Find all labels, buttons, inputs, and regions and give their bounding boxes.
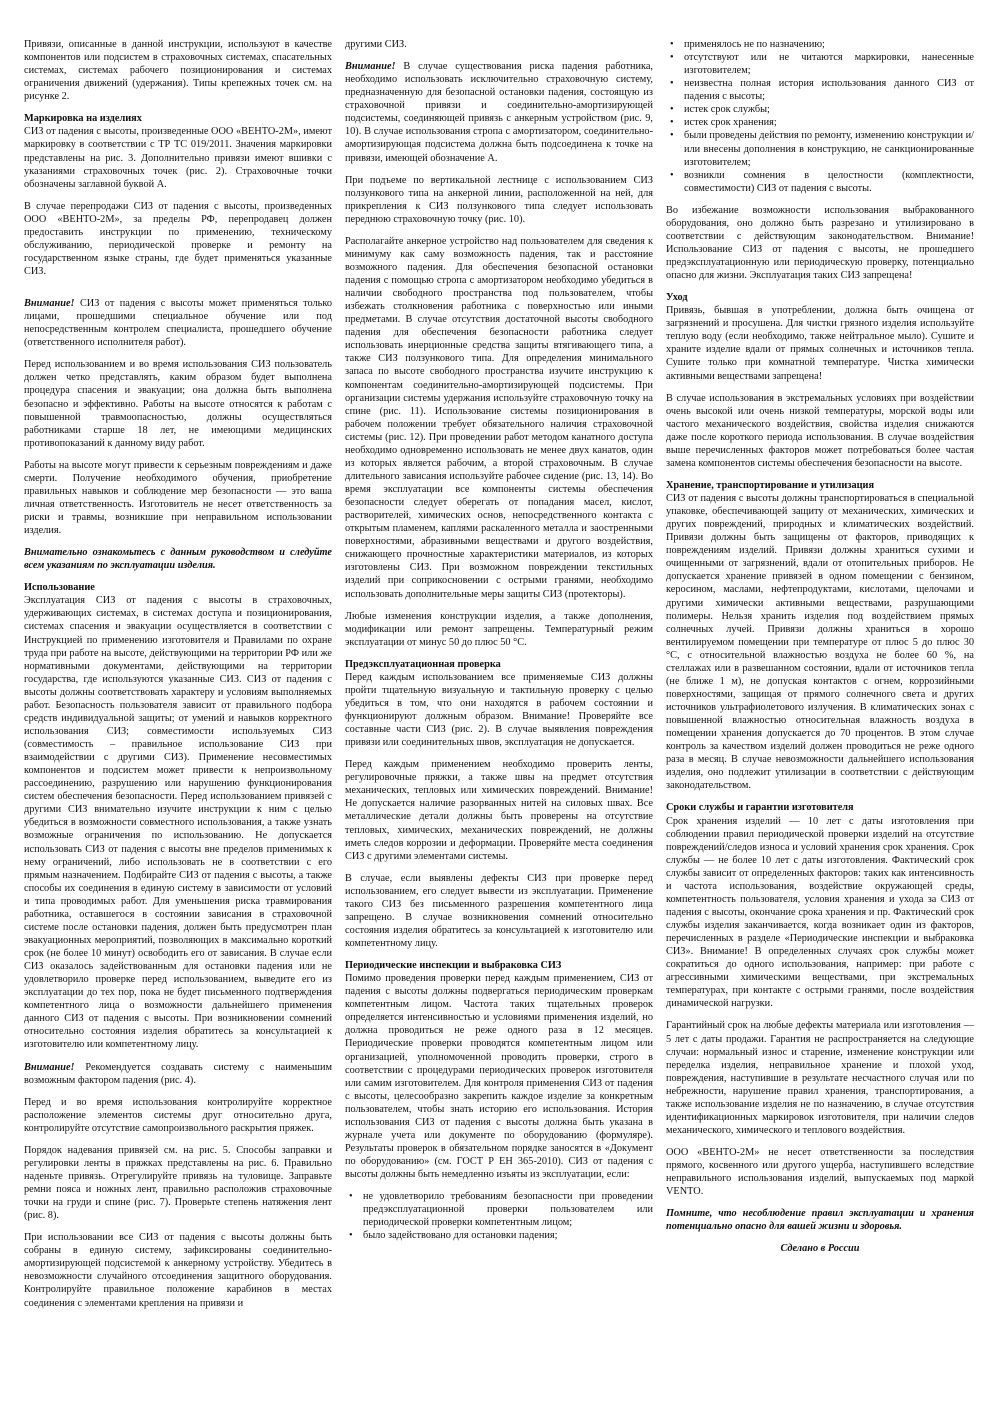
body-paragraph: Помимо проведения проверки перед каждым применением, СИЗ от падения с высоты должны подвергаться периодическим проверкам компетентным лицом. Частота таких тщательных проверок определяется интенсивностью и условиями применения изделий, но должна проводиться не реже одного раза в 12 месяцев. Периодические проверки проводятся компетентным лицом или организацией, уполномоченной проводить проверки, строго в соответствии с процедурами периодических проверок изготовителя или самим изготовителем. Для контроля применения СИЗ от падения с высоты, целесообразно закрепить каждое изделие за конкретным пользователем, чтобы знать историю его использования. История использования СИЗ от падения с высоты должна быть указана в журнале учета или документе по оборудованию (формуляре). Результаты проверок в обязательном порядке заносятся в «Документ по оборудованию» (см. ГОСТ Р ЕН 365-2010). СИЗ от падения с высоты должны быть немедленно изъяты из эксплуатации, если: [345, 973, 653, 1181]
section-heading: Хранение, транспортирование и утилизация [666, 479, 875, 491]
warning-paragraph [24, 1061, 332, 1087]
bullet-item: • были проведены действия по ремонту, изменению конструкции и/или внесены дополнения в конструкцию, не санкционированные изготовителем; [666, 129, 974, 168]
body-paragraph: В случае перепродажи СИЗ от падения с высоты, произведенных ООО «ВЕНТО-2М», за пределы РФ, перепродавец должен предоставить инструкции по применению, техническому обслуживанию, периодической проверке и ремонту на государственном языке страны, где будет применяться указанные СИЗ. [24, 200, 332, 277]
section-heading: Уход [666, 292, 688, 304]
body-paragraph: В случае использования в экстремальных условиях при воздействии очень высокой или очень низкой температуры, морской воды или частого механического воздействия, свойства изделия снижаются даже после короткого периода использования. В случае воздействия выше перечисленных факторов может потребоваться более частая замена компонентов системы обеспечения безопасности на высоте. [666, 392, 974, 469]
emphasis-paragraph: Помните, что несоблюдение правил эксплуатации и хранения потенциально опасно для вашей жизни и здоровья. [666, 1208, 974, 1233]
section-heading: Сроки службы и гарантии изготовителя [666, 802, 854, 814]
body-paragraph: Перед каждым применением необходимо проверить ленты, регулировочные пряжки, а также швы на предмет отсутствия механических, тепловых или химических повреждений. Внимание! Не допускается наличие разорванных нитей на силовых швах. Все металлические детали должны быть проверены на отсутствие тепловых, химических, механических повреждений, не должны иметь следов коррозии и деформации. Проверяйте места соединения СИЗ с другими элементами системы. [345, 759, 653, 862]
body-paragraph: Перед использованием и во время использования СИЗ пользователь должен четко представлять, каким образом будет выполнена процедура спасения и эвакуации; она должна быть выполнена безопасно и эффективно. Работы на высоте относятся к работам с повышенной травмоопасностью, должны осуществляться работниками старше 18 лет, не имеющими медицинских противопоказаний к данному виду работ. [24, 359, 332, 449]
body-paragraph: При использовании все СИЗ от падения с высоты должны быть собраны в единую систему, зафиксированы соединительно-амортизирующей подсистемой к анкерному устройству. Убедитесь в невозможности случайного отсоединения защитного оборудования. Контролируйте правильное положение карабинов в местах соединения с элементами крепления на привязи и [24, 1232, 332, 1309]
bullet-item: • возникли сомнения в целостности (комплектности, совместимости) СИЗ от падения с высоты. [666, 169, 974, 195]
column-right [666, 38, 974, 1264]
column-left [24, 38, 332, 1319]
body-paragraph: Перед каждым использованием все применяемые СИЗ должны пройти тщательную визуальную и тактильную проверку с целью убедиться в том, что они находятся в рабочем состоянии и функционируют должным образом. Внимание! Проверяйте все составные части СИЗ (рис. 2). В случае выявления повреждения привязи или соединительных швов, эксплуатация не допускается. [345, 671, 653, 749]
section-heading: Предэксплуатационная проверка [345, 658, 501, 670]
body-paragraph: ООО «ВЕНТО-2М» не несет ответственности за последствия прямого, косвенного или другого ущерба, наступившего вследствие неправильного использования изделий, выпускаемых под маркой VENTO. [666, 1147, 974, 1198]
warning-lead: Внимание! [24, 298, 75, 310]
body-paragraph: Эксплуатация СИЗ от падения с высоты в страховочных, удерживающих системах, в системах доступа и позиционирования, системах спасения и эвакуации осуществляется в соответствии с Инструкцией по применению изготовителя и Правилами по охране труда при работе на высоте, действующими на территории РФ или же нормативными документами, действующими на территории государства, где используются указанные СИЗ. СИЗ от падения с высоты должны соответствовать характеру и условиям выполняемых работ. Безопасность пользователя зависит от правильного подбора средств индивидуальной защиты; от умений и навыков корректного использования СИЗ; совместимости используемых СИЗ (совместимость – правильное использование СИЗ при взаимодействии с другими СИЗ). Применение несовместимых компонентов и подсистем может привести к непроизвольному рассоединению, разрушению или нарушению функционирования систем обеспечения безопасности. Перед использованием привязей с другими СИЗ внимательно изучите инструкции к ним с целью убедиться в возможности совместного использования, а также узнать возможные ограничения по использованию. Не допускается использовать СИЗ от падения с высоты вне пределов применимых к нему ограничений, либо использовать не в соответствии с его прямым назначением. Подбирайте СИЗ от падения с высоты, а также способы их соединения в единую систему в зависимости от условий и типа проводимых работ. Для уменьшения риска травмирования работника, оставшегося в состоянии зависания в страховочной системе после остановки падения, должен быть предусмотрен план эвакуационных мероприятий, позволяющих в максимально короткий срок (не более 10 минут) освободить его от зависания. В случае если СИЗ оказалось задействованным для остановки падения или не удовлетворило проверке перед использованием, выведите его из эксплуатации до тех пор, пока не будет письменного подтверждения компетентного лица о возможности дальнейшего применения данного СИЗ от падения с высоты. При возникновении сомнений относительно состояния изделия обратитесь за консультацией к изготовителю или компетентному лицу. [24, 595, 332, 1051]
section-heading: Маркировка на изделиях [24, 113, 142, 125]
body-paragraph: Работы на высоте могут привести к серьезным повреждениям и даже смерти. Получение необходимого обучения, приобретение правильных навыков и соблюдение мер безопасности — это ваша личная ответственность. Изготовитель не несет ответственность за риски и травмы, возникшие при неправильном использовании изделия. [24, 459, 332, 537]
body-paragraph: СИЗ от падения с высоты должны транспортироваться в специальной упаковке, обеспечивающей защиту от механических, химических и других повреждений, природных и климатических воздействий. Привязи должны быть защищены от факторов, приводящих к повреждениям изделий. Привязи должны храниться сухими и очищенными от загрязнений, вдали от отопительных приборов. Не допускается хранение привязей в одном помещении с бензином, керосином, маслами, нефтепродуктами, кислотами, щелочами и другими химически активными веществами, разрушающими полимеры. Нельзя хранить изделия под воздействием прямых солнечных лучей. Привязи должны храниться в хорошо вентилируемом помещении при температуре от плюс 5 до плюс 30 °С, с относительной влажностью воздуха не более 60 %, на стеллажах или в развешанном состоянии, вдали от источников тепла (не ближе 1 м), не допуская контактов с огнем, коррозийными поверхностями, защищая от прямого солнечного света и других источников ультрафиолетового излучения. В климатических зонах с повышенной влажностью относительная влажность воздуха в помещении хранения допускается до 70 процентов. В этом случае контроль за качеством изделий должен проводиться не реже одного раза в месяц. В случае невозможности дальнейшего использования изделия, оно подлежит утилизации в соответствии с действующим законодательством. [666, 493, 974, 792]
bullet-list [345, 1190, 653, 1242]
body-paragraph: Перед и во время использования контролируйте корректное расположение элементов системы друг относительно друга, контролируйте отсутствие самопроизвольного раскрытия пряжек. [24, 1096, 332, 1134]
body-paragraph: Располагайте анкерное устройство над пользователем для сведения к минимуму как саму возможность падения, так и расстояние возможного падения. Для обеспечения безопасной остановки падения с помощью стропа с амортизатором необходимо убедиться в наличии свободного пространства под пользователем, чтобы избежать столкновения работника с поверхностью или иными предметами. В случае отсутствия достаточной высоты свободного падения для обеспечения безопасности работника следует использовать инерционные средства защиты втягивающего типа, а также СИЗ ползункового типа. Для определения минимального запаса по высоте свободного пространства изучите инструкцию к компонентам соединительно-амортизирующей подсистемы. При организации системы удержания используйте страховочную точку на спине (рис. 11). Использование системы позиционирования в рабочем положении требует обязательного наличия страховочной системы (рис. 12). При проведении работ методом канатного доступа необходимо одновременно использовать не менее двух канатов, один из которых является рабочим, а второй страховочным. В случае длительного зависания используйте рабочее сидение (рис. 13, 14). Во время эксплуатации все компоненты системы обеспечения безопасности следует оберегать от попадания масел, кислот, растворителей, химических основ, непосредственного контакта с открытым пламенем, каплями раскаленного металла и заостренными поверхностями, абразивными веществами и другого воздействия, снижающего прочностные характеристики материалов, из которых изготовлены СИЗ. При возможном повреждении текстильных изделий при соприкосновении с острыми гранями, необходимо использовать дополнительные меры защиты СИЗ (протекторы). [345, 235, 653, 600]
bullet-item: • применялось не по назначению; [666, 38, 974, 51]
warning-text: Рекомендуется создавать систему с наименьшим возможным фактором падения (рис. 4). [24, 1061, 332, 1086]
body-paragraph: Привязь, бывшая в употреблении, должна быть очищена от загрязнений и просушена. Для чистки грязного изделия используйте теплую воду (если необходимо, также нейтральное мыло). Сушите и храните изделие вдали от прямых солнечных и источников тепла. Сушите только при комнатной температуре. Чистка химически активными веществами запрещена! [666, 305, 974, 382]
body-paragraph: Срок хранения изделий — 10 лет с даты изготовления при соблюдении правил периодической проверки изделий на отсутствие повреждений/следов износа и условий хранения срок хранения. Срок службы — не более 10 лет с даты изготовления. Фактический срок службы зависит от определенных факторов: таких как интенсивность и частота использования, воздействие окружающей среды, компетентность пользователя, условия хранения и ухода за СИЗ от падения с высоты, окончание срока хранения и пр. Фактический срок службы изделия заканчивается, когда возникает один из факторов, перечисленных в разделе «Периодические инспекции и выбраковка СИЗ». Внимание! В определенных случаях срок службы может сократиться до одного использования, например: при работе с агрессивными химическими веществами, при экстремальных температурах, при контакте с острыми гранями, после воздействия динамической нагрузки. [666, 815, 974, 1010]
body-paragraph: Любые изменения конструкции изделия, а также дополнения, модификации или ремонт запрещены. Температурный режим эксплуатации от минус 50 до плюс 50 °С. [345, 610, 653, 648]
bullet-item: • неизвестна полная история использования данного СИЗ от падения с высоты; [666, 77, 974, 103]
bullet-item: • истек срок службы; [666, 103, 974, 116]
bullet-item: • было задействовано для остановки падения; [345, 1229, 653, 1242]
warning-paragraph [24, 297, 332, 349]
warning-text: В случае существования риска падения работника, необходимо использовать исключительно страховочную систему, предназначенную для безопасной остановки падения, состоящую из страховочной привязи и соединительно-амортизирующей подсистемы, соединяющей привязь с анкерным устройством (рис. 9, 10). В случае использования стропа с амортизатором, соединительно-амортизирующая подсистема должна быть подсоединена к точке на привязи, имеющей обозначение А. [345, 61, 653, 164]
body-paragraph: Во избежание возможности использования выбракованного оборудования, оно должно быть разрезано и утилизировано в соответствии с действующим законодательством. Внимание! Использование СИЗ от падения с высоты, не прошедшего предэксплуатационную или периодическую проверку, потенциально опасно для жизни. Эксплуатация таких СИЗ запрещена! [666, 204, 974, 282]
bullet-list [666, 38, 974, 195]
body-paragraph: СИЗ от падения с высоты, произведенные ООО «ВЕНТО-2М», имеют маркировку в соответствии с ТР ТС 019/2011. Значения маркировки представлены на рис. 3. Дополнительно привязи имеют вшивки с указаниями страховочных точек (рис. 2). Страховочные точки обозначены заглавной буквой А. [24, 126, 332, 190]
warning-lead: Внимание! [24, 1061, 75, 1073]
warning-lead: Внимание! [345, 61, 396, 73]
section-heading: Использование [24, 582, 95, 594]
section-heading: Периодические инспекции и выбраковка СИЗ [345, 960, 562, 972]
body-paragraph: Порядок надевания привязей см. на рис. 5. Способы заправки и регулировки ленты в пряжках представлены на рис. 6. Правильно наденьте привязь. Отрегулируйте привязь на туловище. Заправьте ремни пояса и ножных лент, правильно расположив страховочные точки на груди и спине (рис. 7). Проверьте степень натяжения лент (рис. 8). [24, 1144, 332, 1222]
bullet-item: • не удовлетворило требованиям безопасности при проведении предэксплуатационной проверки пользователем или периодической проверки компетентным лицом; [345, 1190, 653, 1229]
body-paragraph: Гарантийный срок на любые дефекты материала или изготовления — 5 лет с даты продажи. Гарантия не распространяется на следующие случаи: нормальный износ и старение, изменение конструкции или переделка изделия, неправильное хранение и плохой уход, повреждения, наступившие в результате несчастного случая или по небрежности, нарушение правил хранения, транспортирования, а также использование изделия не по назначению, в случае отсутствия идентификационных маркировок изготовителя, при наличии следов механического, химического и теплового воздействия. [666, 1020, 974, 1136]
bullet-item: • истек срок хранения; [666, 116, 974, 129]
warning-paragraph [345, 60, 653, 165]
spacer [24, 287, 332, 297]
warning-text: СИЗ от падения с высоты может применяться только лицами, прошедшими специальное обучение или под непосредственным контролем специалиста, прошедшего обучение (ответственного исполнителя работ). [24, 298, 332, 349]
column-middle [345, 38, 653, 1251]
bullet-item: • отсутствуют или не читаются маркировки, нанесенные изготовителем; [666, 51, 974, 77]
made-in-label: Сделано в России [780, 1243, 860, 1255]
body-paragraph: При подъеме по вертикальной лестнице с использованием СИЗ ползункового типа на анкерной линии, расположенной на ней, для прикрепления к СИЗ ползункового типа следует использовать переднюю страховочную точку (рис. 10). [345, 174, 653, 225]
emphasis-paragraph: Внимательно ознакомьтесь с данным руководством и следуйте всем указаниям по эксплуатации изделия. [24, 547, 332, 572]
body-paragraph: Привязи, описанные в данной инструкции, используют в качестве компонентов или подсистем в страховочных системах, спасательных системах, системах рабочего позиционирования и системах ограничения движений (удержания). Типы крепежных точек см. на рисунке 2. [24, 39, 332, 103]
body-paragraph: В случае, если выявлены дефекты СИЗ при проверке перед использованием, его следует вывести из эксплуатации. Применение такого СИЗ без письменного разрешения компетентного лица запрещено. В случае возникновения сомнений относительно состояния изделия обратитесь за консультацией к изготовителю или компетентному лицу. [345, 872, 653, 949]
body-paragraph: другими СИЗ. [345, 39, 407, 50]
